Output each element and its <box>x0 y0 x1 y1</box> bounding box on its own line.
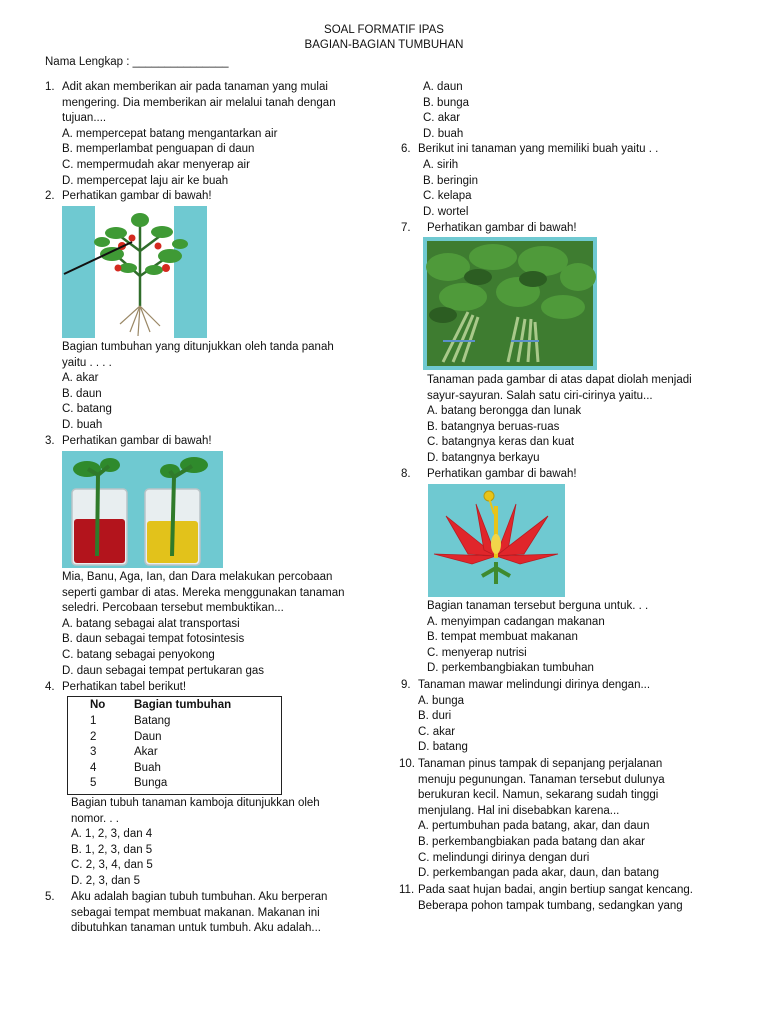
question-number: 11. <box>399 884 415 896</box>
page-subtitle: BAGIAN-BAGIAN TUMBUHAN <box>304 39 464 51</box>
question-text: seperti gambar di atas. Mereka menggunakan tanaman <box>62 586 345 599</box>
name-field[interactable]: Nama Lengkap : _______________ <box>45 56 229 68</box>
question-number: 1. <box>45 81 55 93</box>
question-number: 2. <box>45 190 55 203</box>
question-prompt: Perhatikan gambar di bawah! <box>62 190 212 203</box>
table-cell: Bunga <box>134 777 168 790</box>
option-a[interactable]: A. akar <box>62 372 99 385</box>
table-cell: Batang <box>134 715 171 727</box>
question-text: dibutuhkan tanaman untuk tumbuh. Aku adalah... <box>71 922 321 935</box>
option-d[interactable]: D. daun sebagai tempat pertukaran gas <box>62 664 265 677</box>
question-text: yaitu . . . . <box>62 356 112 369</box>
table-cell: 3 <box>90 746 97 759</box>
question-text: sayur-sayuran. Salah satu ciri-cirinya yaitu... <box>427 389 653 402</box>
option-c[interactable]: C. akar <box>423 112 461 125</box>
celery-experiment-image <box>62 451 223 568</box>
question-text: berukuran kecil. Namun, sekarang sudah tinggi <box>418 789 659 802</box>
option-c[interactable]: C. kelapa <box>423 190 472 203</box>
flower-image <box>428 484 565 597</box>
question-prompt: Perhatikan gambar di bawah! <box>427 468 577 480</box>
question-number: 9. <box>401 679 411 691</box>
question-text: Bagian tubuh tanaman kamboja ditunjukkan oleh <box>71 797 320 809</box>
question-number: 6. <box>401 143 411 156</box>
table-cell: Akar <box>134 746 158 759</box>
question-text: mengering. Dia memberikan air melalui tanah dengan <box>62 96 336 109</box>
option-d[interactable]: D. batang <box>418 741 468 754</box>
option-b[interactable]: B. 1, 2, 3, dan 5 <box>71 843 153 856</box>
question-text: Bagian tanaman tersebut berguna untuk. . . <box>427 600 649 612</box>
option-b[interactable]: B. tempat membuat makanan <box>427 631 578 644</box>
question-text: Aku adalah bagian tubuh tumbuhan. Aku berperan <box>71 891 328 903</box>
question-text: menjulang. Hal ini disebabkan karena... <box>418 804 620 817</box>
option-b[interactable]: B. daun sebagai tempat fotosintesis <box>62 633 245 646</box>
question-text: seledri. Percobaan tersebut membuktikan... <box>62 602 284 615</box>
option-a[interactable]: A. menyimpan cadangan makanan <box>427 615 605 628</box>
option-a[interactable]: A. sirih <box>423 159 459 171</box>
option-c[interactable]: C. menyerap nutrisi <box>427 646 527 659</box>
option-d[interactable]: D. 2, 3, dan 5 <box>71 875 141 887</box>
question-prompt: Perhatikan tabel berikut! <box>62 681 187 693</box>
option-b[interactable]: B. daun <box>62 387 102 400</box>
option-c[interactable]: C. 2, 3, 4, dan 5 <box>71 859 153 872</box>
question-text: Bagian tumbuhan yang ditunjukkan oleh tanda panah <box>62 341 334 353</box>
question-text: menuju pegunungan. Tanaman tersebut dulunya <box>418 773 665 786</box>
question-number: 7. <box>401 222 411 234</box>
option-b[interactable]: B. duri <box>418 710 452 723</box>
option-c[interactable]: C. batangnya keras dan kuat <box>427 436 575 449</box>
table-cell: 5 <box>90 777 97 790</box>
question-text: Pada saat hujan badai, angin bertiup sangat kencang. <box>418 884 693 896</box>
question-prompt: Tanaman mawar melindungi dirinya dengan... <box>418 679 651 691</box>
option-b[interactable]: B. batangnya beruas-ruas <box>427 420 560 433</box>
question-number: 8. <box>401 468 411 480</box>
option-c[interactable]: C. akar <box>418 725 456 738</box>
option-d[interactable]: D. perkembangbiakan tumbuhan <box>427 662 594 675</box>
option-a[interactable]: A. pertumbuhan pada batang, akar, dan daun <box>418 820 650 833</box>
option-c[interactable]: C. batang sebagai penyokong <box>62 649 215 661</box>
table-header-no: No <box>90 699 106 711</box>
table-cell: 2 <box>90 730 97 743</box>
option-a[interactable]: A. mempercepat batang mengantarkan air <box>62 127 278 140</box>
table-cell: 4 <box>90 761 97 774</box>
question-text: sebagai tempat membuat makanan. Makanan ini <box>71 906 320 919</box>
option-b[interactable]: B. beringin <box>423 174 478 187</box>
table-cell: 1 <box>90 715 97 727</box>
question-text: Adit akan memberikan air pada tanaman yang mulai <box>62 81 328 93</box>
question-number: 10. <box>399 758 415 770</box>
table-cell: Daun <box>134 730 162 743</box>
option-d[interactable]: D. batangnya berkayu <box>427 452 540 464</box>
question-text: Beberapa pohon tampak tumbang, sedangkan yang <box>418 899 683 912</box>
option-b[interactable]: B. perkembangbiakan pada batang dan akar <box>418 836 645 848</box>
option-d[interactable]: D. buah <box>423 127 464 140</box>
option-c[interactable]: C. melindungi dirinya dengan duri <box>418 851 590 864</box>
question-number: 3. <box>45 435 55 447</box>
option-c[interactable]: C. batang <box>62 403 112 416</box>
question-text: Tanaman pada gambar di atas dapat diolah menjadi <box>427 374 692 386</box>
table-cell: Buah <box>134 761 161 774</box>
question-text: Mia, Banu, Aga, Ian, dan Dara melakukan percobaan <box>62 571 333 583</box>
question-text: tujuan.... <box>62 112 107 125</box>
parts-table <box>67 696 282 795</box>
question-number: 4. <box>45 681 55 693</box>
option-a[interactable]: A. batang sebagai alat transportasi <box>62 617 240 630</box>
option-d[interactable]: D. buah <box>62 419 103 431</box>
option-d[interactable]: D. mempercepat laju air ke buah <box>62 174 229 187</box>
option-a[interactable]: A. daun <box>423 81 463 93</box>
page-title: SOAL FORMATIF IPAS <box>324 24 444 36</box>
question-text: nomor. . . <box>71 812 119 825</box>
tomato-plant-image <box>62 206 207 338</box>
option-d[interactable]: D. wortel <box>423 205 469 218</box>
option-a[interactable]: A. bunga <box>418 694 465 707</box>
table-header-part: Bagian tumbuhan <box>134 699 232 711</box>
option-b[interactable]: B. bunga <box>423 96 470 109</box>
question-number: 5. <box>45 891 55 903</box>
question-prompt: Perhatikan gambar di bawah! <box>62 435 212 447</box>
option-a[interactable]: A. 1, 2, 3, dan 4 <box>71 828 153 841</box>
option-a[interactable]: A. batang berongga dan lunak <box>427 405 582 418</box>
water-spinach-image <box>423 237 597 370</box>
question-prompt: Berikut ini tanaman yang memiliki buah yaitu . . <box>418 143 659 156</box>
option-b[interactable]: B. memperlambat penguapan di daun <box>62 143 255 156</box>
question-text: Tanaman pinus tampak di sepanjang perjalanan <box>418 758 663 770</box>
question-prompt: Perhatikan gambar di bawah! <box>427 222 577 234</box>
option-d[interactable]: D. perkembangan pada akar, daun, dan batang <box>418 867 660 880</box>
option-c[interactable]: C. mempermudah akar menyerap air <box>62 159 250 171</box>
